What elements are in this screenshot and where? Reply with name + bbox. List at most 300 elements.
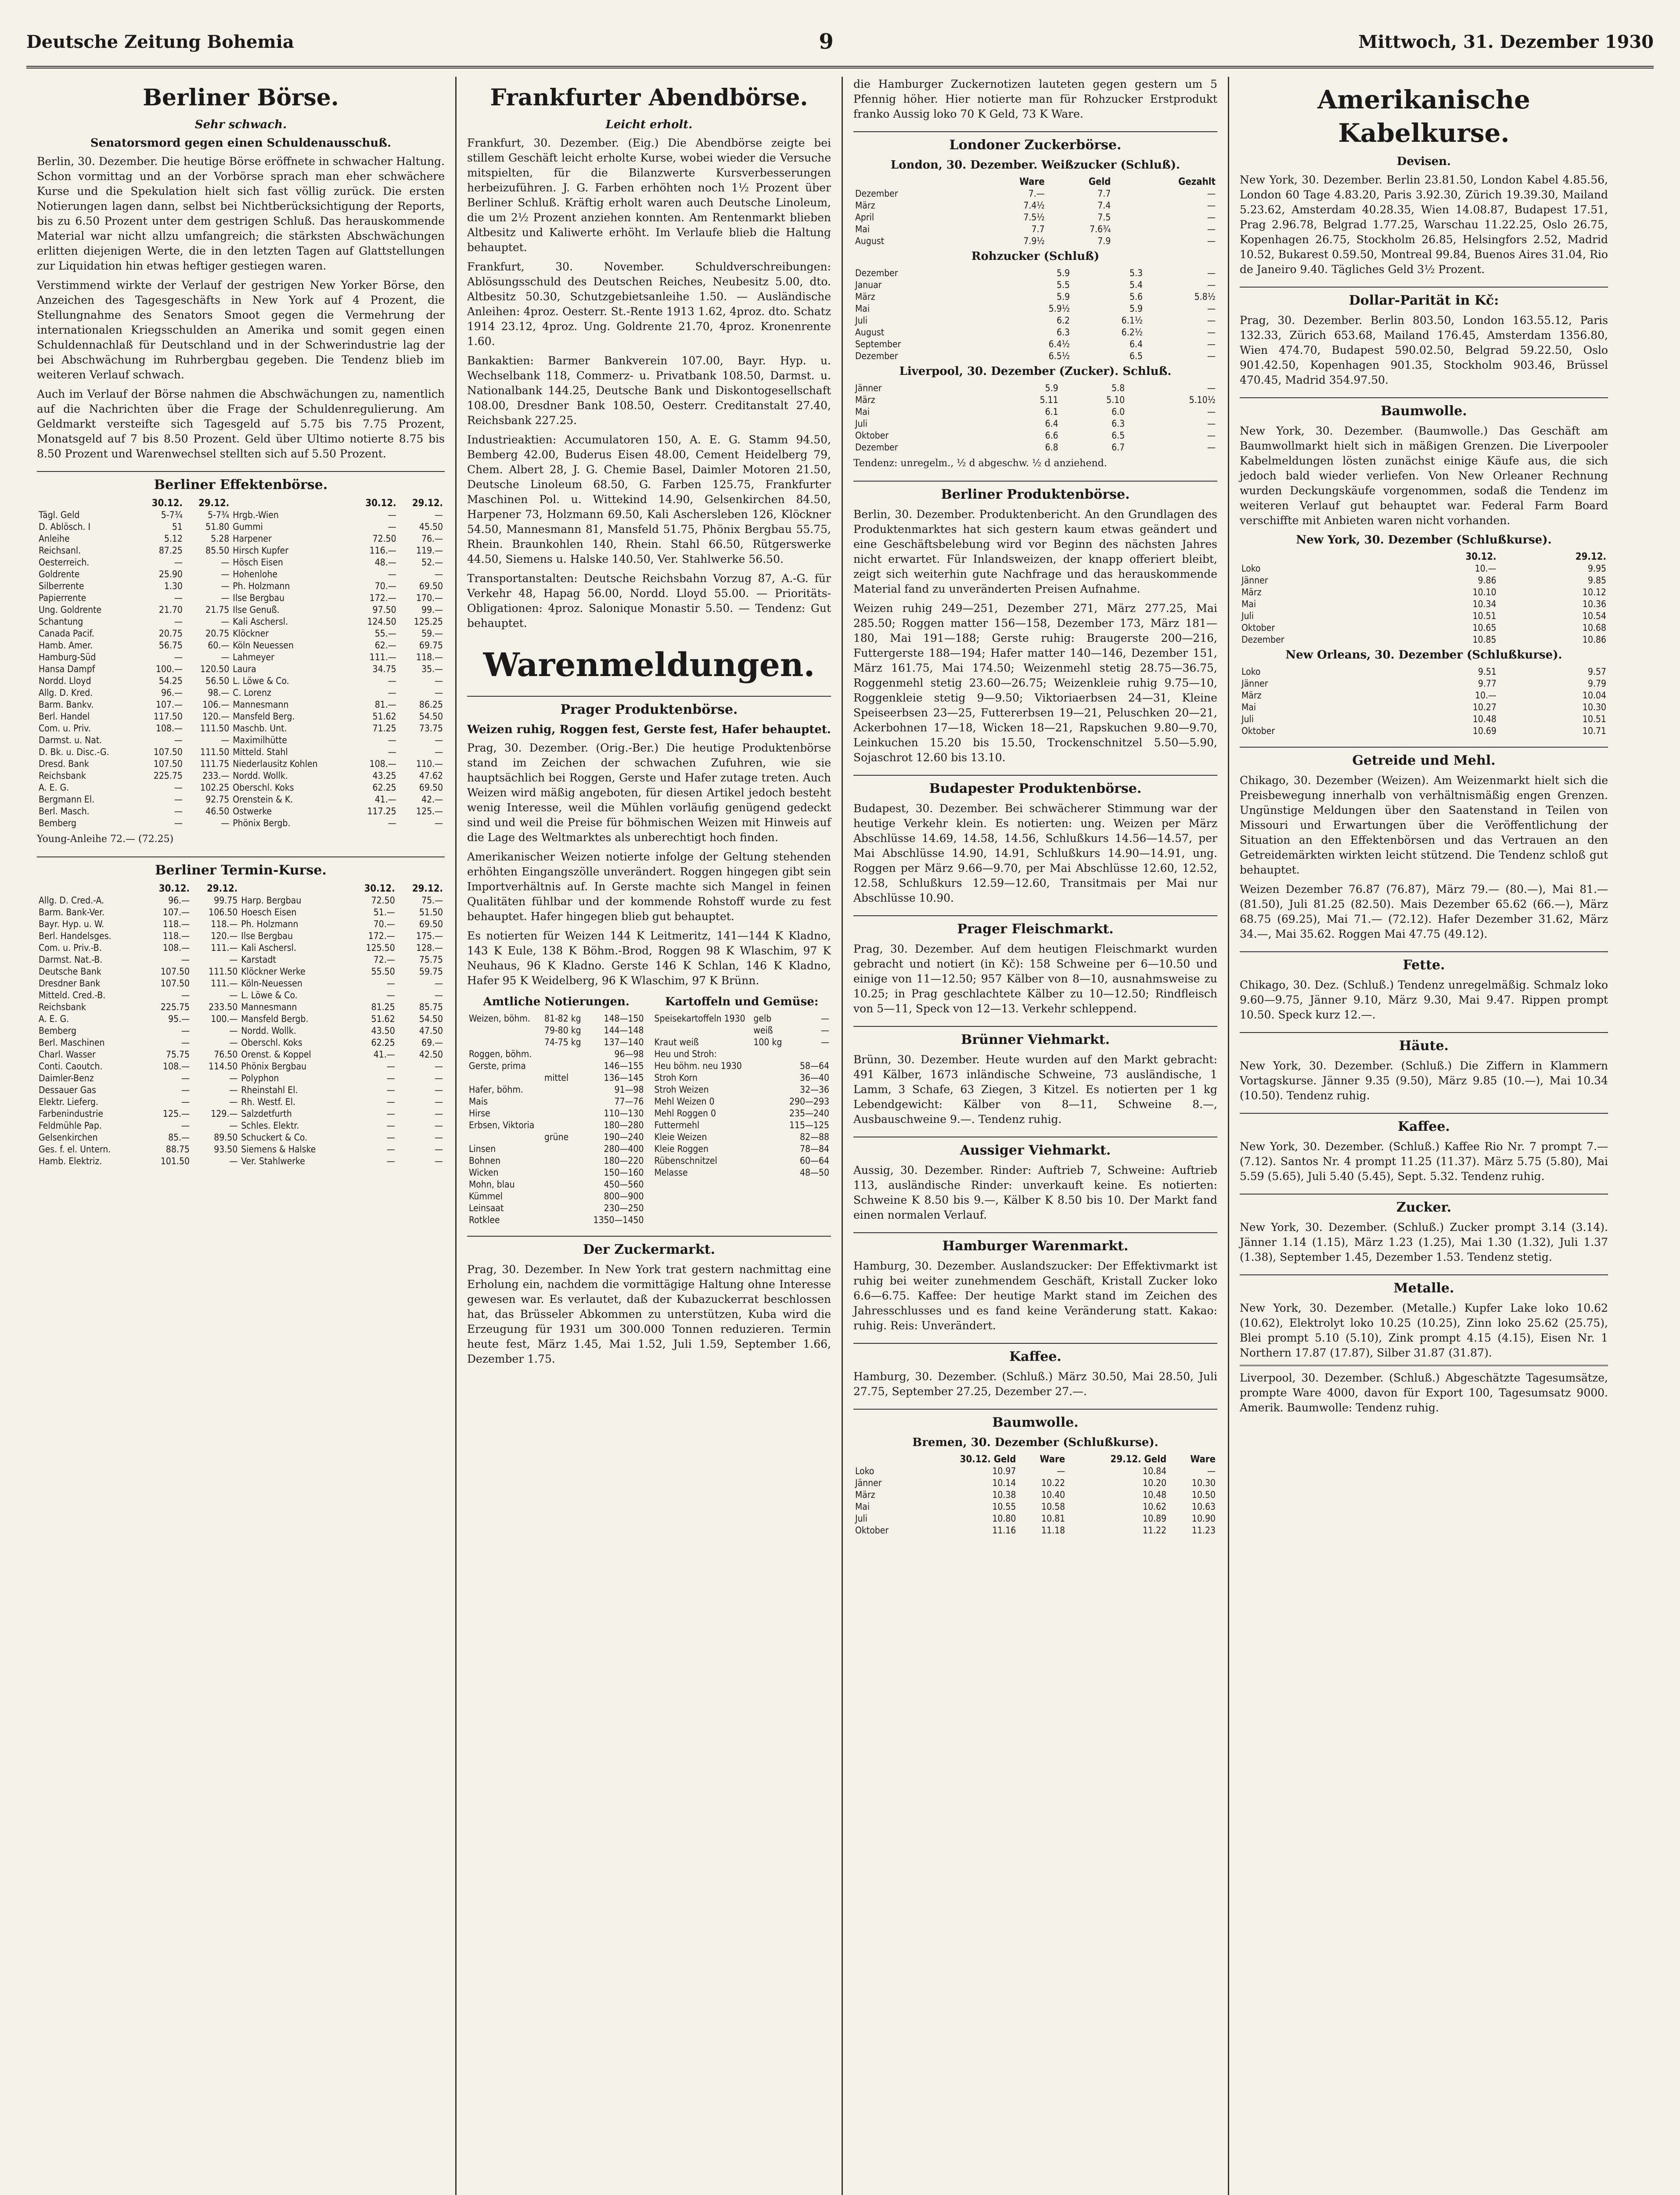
table-row <box>37 758 445 770</box>
paragraph: Amerikanischer Weizen notierte infolge der Geltung stehenden erhöhten Eingangszölle unverändert. Roggen hingegen gibt sein Importverhältnis auf. In Gerste machte sich Mangel in feinen Qualitäten fühlbar und der kommende Rohstoff wurde zu fest behauptet. Hafer hingegen blieb gut behauptet. <box>467 850 831 923</box>
table-cell: 7.4 <box>1097 200 1111 211</box>
table-cell: Juli <box>1241 714 1254 724</box>
table-row <box>37 806 445 817</box>
table-cell: Oesterreich. <box>39 557 90 568</box>
table-cell: Berl. Maschinen <box>39 1037 105 1048</box>
table-row <box>37 628 445 640</box>
table-cell: 106.— <box>202 699 230 710</box>
table-cell <box>752 1096 785 1108</box>
table-cell: 107.50 <box>160 978 190 989</box>
table-cell: Futtermehl <box>654 1120 700 1130</box>
metalle-heading: Metalle. <box>1240 1274 1608 1297</box>
table-cell: — <box>229 1037 238 1048</box>
table-cell: Klöckner Werke <box>241 966 306 977</box>
table-cell: — <box>386 1097 395 1107</box>
table-cell: 96.— <box>168 895 190 906</box>
table-cell: — <box>174 616 183 627</box>
table-cell: Köln Neuessen <box>233 640 294 651</box>
table-cell: 5.12 <box>164 533 183 544</box>
table-cell: Orenstein & K. <box>233 794 293 805</box>
table-cell: 6.2 <box>1057 315 1070 326</box>
table-cell: 45.50 <box>419 522 443 532</box>
table-cell: Hrgb.-Wien <box>233 510 279 520</box>
table-cell: Polyphon <box>241 1073 279 1083</box>
haeute-heading: Häute. <box>1240 1032 1608 1055</box>
fleischmarkt-heading: Prager Fleischmarkt. <box>853 915 1217 938</box>
kartoffel-heading: Kartoffeln und Gemüse: <box>665 995 819 1008</box>
column-3 <box>843 77 1229 2195</box>
table-header: 29.12. <box>412 883 443 894</box>
table-cell: 54.50 <box>419 711 443 722</box>
young-anleihe: Young-Anleihe 72.— (72.25) <box>37 834 174 845</box>
table-row <box>37 782 445 794</box>
table-cell: — <box>181 1073 190 1083</box>
table-row <box>37 895 445 907</box>
table-row <box>37 1072 445 1084</box>
table-cell: 51.80 <box>205 522 230 532</box>
table-cell <box>752 1072 785 1084</box>
table-cell: 10.27 <box>1472 702 1497 712</box>
londoner-body <box>853 188 1217 247</box>
table-row <box>37 990 445 1001</box>
table-row <box>37 592 445 604</box>
table-row <box>1240 575 1608 587</box>
table-cell: 118.— <box>416 652 443 662</box>
table-cell: 25.90 <box>158 569 183 579</box>
table-cell: 56.75 <box>158 640 183 651</box>
paragraph: Frankfurt, 30. Dezember. (Eig.) Die Abendbörse zeigte bei stillem Geschäft leicht erholte Kurse, wobei wieder die Versuche mitspielten, für die Bilanzwerte Kursverbesserungen herbeizuführen. J. G. Farben erhöhten noch 1½ Prozent über Berliner Schluß. Kräftig erholt waren auch Deutsche Linoleum, die um 2½ Prozent anziehen konnten. Am Rentenmarkt blieben Altbesitz und Kaliwerte erhöht. Im Verlaufe blieb die Haltung behauptet. <box>467 137 831 254</box>
table-header <box>37 497 138 509</box>
table-row <box>853 1465 1217 1477</box>
table-cell <box>543 1155 586 1167</box>
table-cell: Mai <box>855 407 870 417</box>
table-cell <box>543 1143 586 1155</box>
table-cell: 102.25 <box>200 782 230 793</box>
table-row <box>37 966 445 978</box>
table-cell: 108.— <box>163 943 190 953</box>
table-cell: März <box>855 1490 875 1500</box>
table-cell: — <box>435 978 443 989</box>
table-cell: 108.— <box>163 1061 190 1072</box>
table-cell: Wicken <box>469 1167 499 1178</box>
table-row <box>853 235 1217 247</box>
table-cell: Bergmann El. <box>39 794 95 805</box>
column-2 <box>457 77 843 2195</box>
prager-produkten-sub: Weizen ruhig, Roggen fest, Gerste fest, Hafer behauptet. <box>467 723 831 736</box>
table-row <box>653 1036 831 1048</box>
table-cell: 125.25 <box>414 616 443 627</box>
table-cell: Elektr. Lieferg. <box>39 1097 99 1107</box>
zuckermarkt-heading: Der Zuckermarkt. <box>467 1236 831 1259</box>
table-row <box>853 315 1217 327</box>
table-row <box>467 1048 646 1060</box>
table-cell <box>653 1025 752 1036</box>
masthead <box>26 18 1654 68</box>
table-cell: Berl. Handel <box>39 711 90 722</box>
table-cell: 6.6 <box>1045 430 1058 441</box>
table-cell: 10.84 <box>1143 1466 1167 1476</box>
table-cell: Mais <box>469 1096 488 1107</box>
table-cell: Allg. D. Kred. <box>39 687 93 698</box>
table-cell: — <box>181 1026 190 1036</box>
notierungen-heading: Amtliche Notierungen. <box>483 995 630 1008</box>
table-cell: 5-7¾ <box>161 510 183 520</box>
table-cell: 10.14 <box>992 1478 1016 1488</box>
table-row <box>853 279 1217 291</box>
table-cell: Juli <box>855 1513 868 1524</box>
table-cell: 6.3 <box>1057 327 1070 338</box>
table-cell: 7.7 <box>1031 224 1045 234</box>
table-cell: 225.75 <box>153 770 183 781</box>
table-header: 30.12. Geld <box>960 1454 1016 1465</box>
zucker-heading: Zucker. <box>1240 1194 1608 1216</box>
table-cell: 137—140 <box>604 1037 644 1047</box>
table-cell: August <box>855 236 885 246</box>
table-header: Geld <box>1088 176 1111 187</box>
table-cell: 10.86 <box>1582 634 1606 645</box>
table-cell: — <box>229 954 238 965</box>
table-cell: 111.50 <box>200 747 230 757</box>
table-cell: — <box>386 1061 395 1072</box>
paragraph: Verstimmend wirkte der Verlauf der gestrigen New Yorker Börse, den Anzeichen des Tagesgeschäfts in New York auf 4 Prozent, die Stellungnahme des Senators Smoot gegen die Vermehrung der internationalen Kriegsschulden an Amerika und somit gegen einen Schuldennachlaß für Deutschland und in der Schwerindustrie lag der bei Abschwächung im Ruhrbergbau gegeben. Die Tendenz blieb im weiteren Verlauf schwach. <box>37 279 445 381</box>
table-cell: 62.25 <box>371 1037 395 1048</box>
table-cell: Mitteld. Cred.-B. <box>39 990 106 1000</box>
table-cell <box>543 1108 586 1119</box>
table-cell: D. Ablösch. I <box>39 522 91 532</box>
table-cell: 6.4½ <box>1048 339 1070 349</box>
table-row <box>37 509 445 521</box>
table-cell: 129.— <box>211 1108 238 1119</box>
table-cell <box>543 1096 586 1108</box>
table-cell: Darmst. u. Nat. <box>39 735 102 745</box>
table-cell <box>467 1025 543 1036</box>
table-cell: — <box>435 1156 443 1166</box>
table-cell: — <box>1207 442 1216 453</box>
table-header: 30.12. <box>158 883 190 894</box>
table-cell: 10.51 <box>1582 714 1606 724</box>
table-cell: 10.68 <box>1582 623 1606 633</box>
table-cell: 46.50 <box>205 806 230 817</box>
table-row <box>37 1108 445 1120</box>
paragraph: Frankfurt, 30. November. Schuldverschreibungen: Ablösungsschuld des Deutschen Reiches, Neubesitz 5.00, dto. Altbesitz 50.30, Schutzgebietsanleihe 1.50. — Ausländische Anleihen: 4proz. Oesterr. St.-Rente 1913 1.62, 4proz. dto. Schatz 1914 23.12, 4proz. Ung. Goldrente 21.70, 4proz. Kronenrente 1.60. <box>467 260 831 348</box>
table-cell: Leinsaat <box>469 1203 504 1213</box>
table-row <box>37 1132 445 1144</box>
table-cell: Ver. Stahlwerke <box>241 1156 305 1166</box>
table-row <box>467 1036 646 1048</box>
table-cell: — <box>1207 224 1216 234</box>
table-cell: — <box>1207 303 1216 314</box>
table-cell: — <box>1207 200 1216 211</box>
table-cell: 150—160 <box>604 1167 644 1178</box>
table-cell: 92.75 <box>205 794 230 805</box>
table-cell: 280—400 <box>604 1144 644 1154</box>
bruenner-heading: Brünner Viehmarkt. <box>853 1026 1217 1049</box>
table-header: 29.12. <box>207 883 238 894</box>
table-cell: 70.— <box>373 919 395 929</box>
table-cell: Klöckner <box>233 628 269 639</box>
table-cell: Conti. Caoutch. <box>39 1061 103 1072</box>
table-cell <box>752 1131 785 1143</box>
termin-heading: Berliner Termin-Kurse. <box>37 856 445 879</box>
table-cell: 6.4 <box>1045 418 1058 429</box>
table-cell: 10.58 <box>1041 1501 1065 1512</box>
table-cell: 6.0 <box>1112 407 1125 417</box>
table-cell: 72.— <box>373 954 395 965</box>
table-cell: Januar <box>855 280 882 290</box>
table-cell: 10.90 <box>1191 1513 1216 1524</box>
table-cell: 43.25 <box>372 770 396 781</box>
table-cell: 76.50 <box>214 1049 238 1060</box>
table-cell: 11.23 <box>1191 1525 1216 1536</box>
table-cell: 41.— <box>374 794 396 805</box>
table-cell <box>543 1060 586 1072</box>
table-cell: Mitteld. Stahl <box>233 747 288 757</box>
table-cell: 6.1 <box>1045 407 1058 417</box>
table-cell: 54.50 <box>419 1014 443 1024</box>
newyork-body <box>1240 563 1608 646</box>
table-cell <box>467 1036 543 1048</box>
table-cell: 34.75 <box>372 664 396 674</box>
table-cell: 5.9 <box>1129 303 1143 314</box>
table-cell: Rheinstahl El. <box>241 1085 298 1095</box>
neworleans-heading: New Orleans, 30. Dezember (Schlußkurse). <box>1285 648 1562 662</box>
table-cell: 5-7¾ <box>208 510 230 520</box>
table-cell: Kali Aschersl. <box>233 616 288 627</box>
table-row <box>37 699 445 711</box>
table-cell: — <box>388 687 396 698</box>
table-row <box>37 794 445 806</box>
table-row <box>1240 690 1608 702</box>
table-cell: Rotklee <box>469 1215 500 1225</box>
table-row <box>653 1108 831 1119</box>
berliner-boerse-lead: Senatorsmord gegen einen Schuldenausschuß. <box>90 137 392 150</box>
berliner-boerse-heading: Berliner Börse. <box>143 84 339 111</box>
table-cell: 10.55 <box>992 1501 1016 1512</box>
table-cell: 9.51 <box>1478 666 1497 677</box>
table-cell: Mehl Roggen 0 <box>654 1108 716 1119</box>
table-cell: Dresdner Bank <box>39 978 101 989</box>
table-cell: 72.50 <box>371 895 395 906</box>
table-cell: September <box>855 339 901 349</box>
table-header: 30.12. <box>1465 551 1497 562</box>
table-cell: Juli <box>1241 611 1254 621</box>
berliner-produkten-heading: Berliner Produktenbörse. <box>853 481 1217 504</box>
table-cell: 72.50 <box>372 533 396 544</box>
table-cell: Juli <box>855 418 868 429</box>
table-cell: 69.75 <box>419 640 443 651</box>
table-cell: Berl. Handelsges. <box>39 931 112 941</box>
table-row <box>853 200 1217 212</box>
table-cell <box>543 1202 586 1214</box>
paragraph: Chikago, 30. Dezember (Weizen). Am Weizenmarkt hielt sich die Preisbewegung innerhalb von verhältnismäßig engen Grenzen. Ungünstige Meldungen über den Saatenstand in Teilen von Missouri und Erwartungen über die Veröffentlichung der Situation an den Effektenbörsen und das Vertrauen an den Getreidemärkten wirkten leicht stützend. Die Tendenz schloß gut behauptet. <box>1240 774 1608 876</box>
table-cell: — <box>174 652 183 662</box>
table-row <box>467 1084 646 1096</box>
table-row <box>853 212 1217 223</box>
hamburger-heading: Hamburger Warenmarkt. <box>853 1232 1217 1255</box>
table-cell: Jänner <box>855 1478 882 1488</box>
table-cell: — <box>386 1156 395 1166</box>
table-cell: 10.69 <box>1472 726 1497 736</box>
table-cell: 9.77 <box>1478 678 1497 689</box>
table-row <box>37 1037 445 1049</box>
table-cell: Farbenindustrie <box>39 1108 103 1119</box>
table-cell: Mannesmann <box>233 699 289 710</box>
bremen-body <box>853 1465 1217 1536</box>
rohzucker-heading: Rohzucker (Schluß) <box>971 250 1100 263</box>
table-cell: 106.50 <box>209 907 238 918</box>
effekten-heading: Berliner Effektenbörse. <box>37 471 445 494</box>
table-cell: 290—293 <box>789 1096 829 1107</box>
table-cell: — <box>435 735 443 745</box>
table-row <box>37 817 445 829</box>
table-cell: Ilse Bergbau <box>233 593 285 603</box>
table-cell: 117.50 <box>153 711 183 722</box>
table-header: 29.12. Geld <box>1110 1454 1167 1465</box>
column-4 <box>1229 77 1619 2195</box>
table-cell: 10.50 <box>1191 1490 1216 1500</box>
table-header: 29.12. <box>198 498 230 509</box>
table-cell: Maximilhütte <box>233 735 287 745</box>
table-header: Ware <box>1019 176 1045 187</box>
table-cell: 118.— <box>163 931 190 941</box>
table-cell: Anleihe <box>39 533 70 544</box>
table-cell: Melasse <box>654 1167 688 1178</box>
table-row <box>653 1143 831 1155</box>
table-cell: — <box>435 1144 443 1155</box>
table-cell: Mannesmann <box>241 1002 297 1012</box>
table-cell: 128.— <box>416 943 443 953</box>
londoner-sub: London, 30. Dezember. Weißzucker (Schluß). <box>890 158 1180 172</box>
table-cell: 10.36 <box>1582 599 1606 609</box>
table-cell: 51 <box>172 522 183 532</box>
table-cell: 10.54 <box>1582 611 1606 621</box>
table-cell: — <box>221 652 230 662</box>
table-cell: Lahmeyer <box>233 652 274 662</box>
table-row <box>853 327 1217 338</box>
table-cell: 111.50 <box>200 723 230 734</box>
table-cell: Ilse Genuß. <box>233 605 280 615</box>
table-cell: 110—130 <box>604 1108 644 1119</box>
table-cell: Mai <box>855 224 870 234</box>
table-cell: 9.57 <box>1587 666 1606 677</box>
frankfurter-heading: Frankfurter Abendbörse. <box>490 84 808 111</box>
table-cell: 52.— <box>421 557 443 568</box>
table-cell: — <box>229 1120 238 1131</box>
table-cell: Loko <box>855 1466 874 1476</box>
table-cell: 180—280 <box>604 1120 644 1130</box>
table-cell: weiß <box>753 1025 773 1036</box>
table-cell: — <box>1207 268 1216 278</box>
table-cell: — <box>435 1120 443 1131</box>
table-cell: — <box>1207 430 1216 441</box>
table-cell: 6.2½ <box>1121 327 1143 338</box>
table-cell: 51.62 <box>371 1014 395 1024</box>
table-cell: Hohenlohe <box>233 569 278 579</box>
table-cell: Oberschl. Koks <box>233 782 294 793</box>
table-cell: 5.9 <box>1045 383 1058 393</box>
table-cell: — <box>386 1108 395 1119</box>
table-cell: — <box>386 1085 395 1095</box>
table-row <box>467 1143 646 1155</box>
table-cell: 86.25 <box>419 699 443 710</box>
table-cell: Canada Pacif. <box>39 628 94 639</box>
table-cell: Orenst. & Koppel <box>241 1049 311 1060</box>
paragraph: Hamburg, 30. Dezember. Auslandszucker: Der Effektivmarkt ist ruhig bei weiter zunehmendem Geschäft, Kristall Zucker loko 6.6—6.75. Kaffee: Der heutige Markt stand im Zeichen des Jahresschlusses und es fand keine Veränderung statt. Kakao: ruhig. Reis: Unverändert. <box>853 1259 1217 1332</box>
table-cell: 11.16 <box>992 1525 1016 1536</box>
table-cell: 69.50 <box>419 581 443 591</box>
table-cell <box>467 1072 543 1084</box>
table-cell: 51.62 <box>372 711 396 722</box>
table-cell: 20.75 <box>158 628 183 639</box>
table-row <box>1240 563 1608 575</box>
table-cell: 75.— <box>421 895 443 906</box>
table-cell: — <box>388 676 396 686</box>
table-cell: 111.— <box>369 652 396 662</box>
table-cell: März <box>855 395 875 405</box>
table-cell: 118.— <box>163 919 190 929</box>
table-cell: 51.— <box>373 907 395 918</box>
table-cell: 70.— <box>374 581 396 591</box>
table-row <box>37 616 445 628</box>
table-row <box>653 1167 831 1179</box>
table-row <box>1240 587 1608 598</box>
paragraph: Weizen ruhig 249—251, Dezember 271, März 277.25, Mai 285.50; Roggen matter 156—158, Dezember 173, März 181—180, Mai 191—188; Gerste ruhig: Braugerste 200—216, Futtergerste 188—194; Hafer matter 140—146, Dezember 151, März 161.75, Mai 174.50; Weizenmehl stetig 28.75—36.75, Roggenmehl stetig 23.60—26.75; Weizenkleie ruhig 9.75—10, Roggenkleie stetig 9—9.50; Viktoriaerbsen 24—31, Kleine Speiseerbsen 23—25, Futtererbsen 19—21, Peluschken 20—21, Ackerbohnen 17—18, Wicken 18—21, Rapskuchen 9.80—9.70, Leinkuchen 15.20 bis 15.50, Trockenschnitzel 5.50—5.90, Sojaschrot 12.60 bis 13.10. <box>853 602 1217 764</box>
table-cell: 55.— <box>374 628 396 639</box>
table-cell: Dresd. Bank <box>39 759 89 769</box>
table-cell: Gummi <box>233 522 263 532</box>
table-cell: Mohn, blau <box>469 1179 515 1190</box>
devisen-heading: Devisen. <box>1396 155 1451 168</box>
table-cell: 7.6¾ <box>1089 224 1111 234</box>
table-cell: — <box>386 1144 395 1155</box>
newyork-table <box>1240 551 1608 646</box>
newspaper-title: Deutsche Zeitung Bohemia <box>26 31 294 52</box>
table-row <box>653 1096 831 1108</box>
table-cell: — <box>435 569 443 579</box>
table-cell: — <box>174 735 183 745</box>
table-cell <box>467 1131 543 1143</box>
table-cell: 175.— <box>416 931 443 941</box>
table-cell: Stroh Weizen <box>654 1084 709 1095</box>
table-cell: Phönix Bergbau <box>241 1061 307 1072</box>
paragraph: New York, 30. Dezember. Berlin 23.81.50, London Kabel 4.85.56, London 60 Tage 4.83.20, Paris 3.92.30, Zürich 19.39.30, Mailand 5.23.62, Amsterdam 40.28.35, Wien 14.08.87, Budapest 17.51, Prag 2.96.78, Belgrad 1.77.25, Warschau 11.22.25, Oslo 26.75, Kopenhagen 26.75, Stockholm 26.85, Helsingfors 2.52, Madrid 10.52, Bukarest 0.59.50, Montreal 99.84, Buenos Aires 31.04, Rio de Janeiro 9.40. Tägliches Geld 3½ Prozent. <box>1240 173 1608 276</box>
table-cell: — <box>174 818 183 828</box>
table-cell: 115—125 <box>789 1120 829 1130</box>
neworleans-table <box>1240 666 1608 737</box>
table-cell: 7.7 <box>1097 188 1111 199</box>
table-cell: 76.— <box>421 533 443 544</box>
notierungen-block <box>467 993 831 1226</box>
table-cell: 9.85 <box>1587 575 1606 586</box>
table-row <box>467 1202 646 1214</box>
column-1 <box>26 77 457 2195</box>
table-cell: 108.— <box>155 723 183 734</box>
table-cell: 119.— <box>416 545 443 556</box>
table-cell: 1.30 <box>164 581 183 591</box>
table-cell <box>752 1084 785 1096</box>
table-cell: 71.25 <box>372 723 396 734</box>
table-cell: 79-80 kg <box>544 1025 581 1036</box>
table-cell: — <box>229 1097 238 1107</box>
paragraph: Prag, 30. Dezember. Auf dem heutigen Fleischmarkt wurden gebracht und notiert (in Kč): 158 Schweine per 6—10.50 und einige von 11—12.50; 957 Kälber von 8—10, ausnahmsweise zu 10.25; in Prag geschlachtete Kälber zu 10—12.50; Rindfleisch von 5—11, Speck von 12—13. Verkehr schleppend. <box>853 943 1217 1015</box>
table-cell: Papierrente <box>39 593 86 603</box>
paragraph: Prag, 30. Dezember. Berlin 803.50, London 163.55.12, Paris 132.33, Zürich 653.68, Mailand 176.45, Amsterdam 1356.80, Wien 474.70, Budapest 590.02.50, Belgrad 59.22.50, Oslo 901.42.50, Kopenhagen 901.35, Stockholm 903.46, Brüssel 470.45, Madrid 354.97.50. <box>1240 314 1608 386</box>
table-cell: 125.50 <box>366 943 395 953</box>
table-row <box>467 1025 646 1036</box>
table-cell: März <box>855 291 875 302</box>
table-cell: 58—64 <box>800 1061 829 1071</box>
table-cell: 10.38 <box>992 1490 1016 1500</box>
